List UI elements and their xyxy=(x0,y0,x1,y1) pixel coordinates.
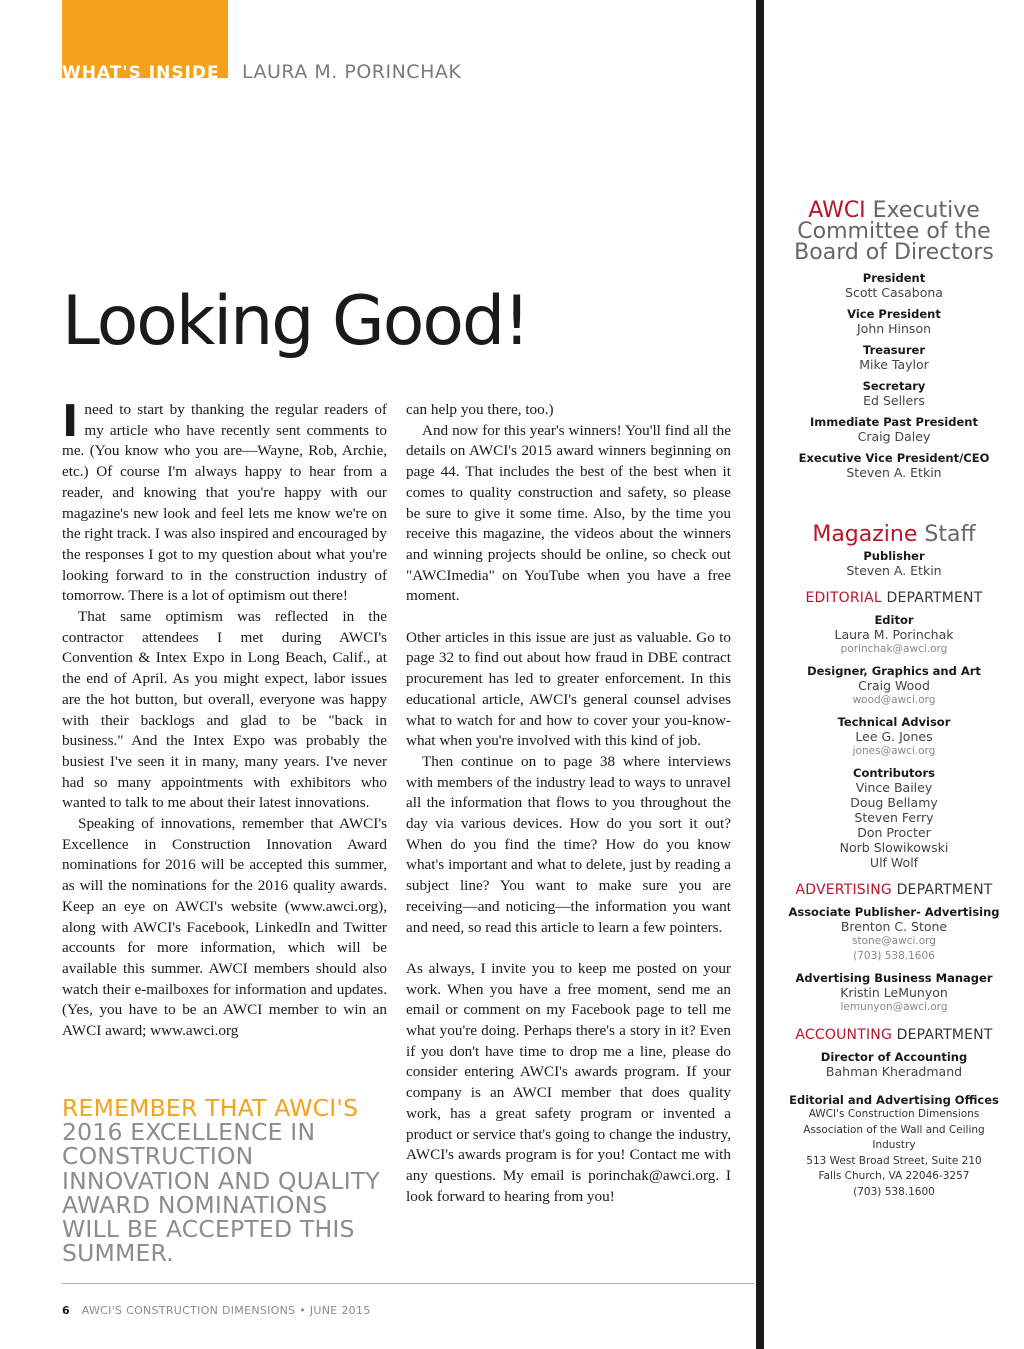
article-paragraph: Ineed to start by thanking the regular readers of my article who have recently sent comments to me. (You know who you are—Wayne, Rob, Archie, etc.) Of course I'm always happy to hear from a reader, and knowing that you're happy with our magazine's new look and feel lets me know we're on the right track. I was also inspired and encouraged by the responses I got to my question about what you're looking forward to in the construction industry of tomorrow. There is a lot of optimism out there! xyxy=(62,396,387,605)
associate-publisher-phone: (703) 538.1606 xyxy=(853,950,935,962)
technical-advisor-name: Lee G. Jones xyxy=(855,729,933,744)
article-paragraph: That same optimism was reflected in the contractor attendees I met during AWCI's Convention & Intex Expo in Long Beach, Calif., at the end of April. As you might expect, labor issues are the hot button, but overall, everyone was happy with their backlogs and glad to be "back in business." And the Intex Expo was probably the busiest I've seen it in many, many years. I've never had so many appointments with exhibitors who wanted to talk to me about their latest innovations. xyxy=(62,608,387,812)
contributor-name: Ulf Wolf xyxy=(869,855,919,870)
exec-name: Ed Sellers xyxy=(863,393,925,408)
article-paragraph: And now for this year's winners! You'll find all the details on AWCI's 2015 award winners beginning on page 44. That includes the best of the best when it comes to quality construction and safety, so please be sure to give it some time. Also, by the time you receive this magazine, the videos about the winners and winning projects should be online, so check out "AWCImedia" on YouTube when you have a free moment. xyxy=(406,421,731,605)
offices-heading: Editorial and Advertising Offices xyxy=(789,1093,999,1107)
designer-role: Designer, Graphics and Art xyxy=(807,664,981,678)
contributors-role: Contributors xyxy=(853,766,935,780)
publisher-name: Steven A. Etkin xyxy=(846,563,942,578)
office-address-line: AWCI's Construction Dimensions xyxy=(808,1108,980,1120)
masthead-sidebar xyxy=(786,200,1002,1200)
page-footer xyxy=(62,1304,371,1317)
associate-publisher-name: Brenton C. Stone xyxy=(840,919,948,934)
contributor-name: Norb Slowikowski xyxy=(839,840,949,855)
exec-role: Treasurer xyxy=(863,343,925,357)
contributor-name: Doug Bellamy xyxy=(850,795,938,810)
associate-publisher-role: Associate Publisher- Advertising xyxy=(788,905,1000,919)
designer-name: Craig Wood xyxy=(858,678,930,693)
contributor-name: Vince Bailey xyxy=(855,780,933,795)
magazine-staff-heading: Magazine Staff xyxy=(812,522,976,547)
exec-role: President xyxy=(862,271,926,285)
article-paragraph: Speaking of innovations, remember that AWCI's Excellence in Construction Innovation Award nominations for 2016 will be accepted this summer, as will the nominations for the 2016 quality awards. Keep an eye on AWCI's website (www.awci.org), along with AWCI's Facebook, LinkedIn and Twitter accounts for more information, which will be available this summer. AWCI members should also watch their e-mailboxes for information and updates. (Yes, you have to be an AWCI member to win an AWCI award; www.awci.org xyxy=(62,815,387,1040)
designer-email: wood@awci.org xyxy=(852,694,936,706)
article-paragraph: Then continue on to page 38 where interviews with members of the industry lead to ways to unravel all the information that flows to you throughout the day via various devices. How do you sort it out? When do you find the time? How do you know what's important and what to delete, just by reading a subject line? You want to make sure you are receiving—and noticing—the information you want and need, so read this article to learn a few pointers. xyxy=(406,752,731,936)
exec-role: Secretary xyxy=(862,379,926,393)
exec-list xyxy=(786,271,1002,480)
exec-committee-heading: AWCI Executive Committee of the Board of Directors xyxy=(794,198,994,265)
article-column-1 xyxy=(62,396,387,1042)
ad-business-manager-email: lemunyon@awci.org xyxy=(840,1001,948,1013)
editor-email: porinchak@awci.org xyxy=(840,643,948,655)
author-name: LAURA M. PORINCHAK xyxy=(242,61,462,83)
associate-publisher-email: stone@awci.org xyxy=(852,935,936,947)
technical-advisor-role: Technical Advisor xyxy=(837,715,951,729)
footer-publication: AWCI'S CONSTRUCTION DIMENSIONS • JUNE 2015 xyxy=(81,1304,371,1317)
exec-name: Steven A. Etkin xyxy=(846,465,942,480)
exec-name: Craig Daley xyxy=(857,429,931,444)
article-column-2 xyxy=(406,400,731,1207)
drop-cap: I xyxy=(62,396,79,447)
accounting-department-heading: ACCOUNTING DEPARTMENT xyxy=(795,1027,993,1043)
contributor-name: Steven Ferry xyxy=(854,810,934,825)
editor-role: Editor xyxy=(874,613,914,627)
exec-role: Executive Vice President/CEO xyxy=(798,451,990,465)
office-address-line: Falls Church, VA 22046-3257 xyxy=(818,1170,970,1182)
contributor-name: Don Procter xyxy=(857,825,931,840)
page-header xyxy=(62,61,461,83)
section-label: WHAT'S INSIDE xyxy=(62,63,220,83)
exec-name: Scott Casabona xyxy=(845,285,943,300)
exec-name: John Hinson xyxy=(856,321,932,336)
ad-business-manager-name: Kristin LeMunyon xyxy=(840,985,948,1000)
director-accounting-role: Director of Accounting xyxy=(820,1050,968,1064)
editor-name: Laura M. Porinchak xyxy=(834,627,954,642)
exec-name: Mike Taylor xyxy=(859,357,929,372)
page-number: 6 xyxy=(62,1304,70,1317)
article-paragraph: As always, I invite you to keep me posted on your work. When you have a free moment, send me an email or comment on my Facebook page to tell me what you're doing. Perhaps there's a story in it? Even if you don't have time to drop me a line, please do consider entering AWCI's awards program. If your company is an AWCI member that does quality work, has a great safety program or invented a product or service that's going to change the industry, AWCI's awards program is for you! Contact me with any questions. My email is porinchak@awci.org. I look forward to hearing from you! xyxy=(406,959,731,1205)
advertising-department-heading: ADVERTISING DEPARTMENT xyxy=(795,882,993,898)
article-title: Looking Good! xyxy=(62,282,529,361)
office-phone: (703) 538.1600 xyxy=(853,1185,935,1198)
ad-business-manager-role: Advertising Business Manager xyxy=(795,971,993,985)
office-address-line: 513 West Broad Street, Suite 210 xyxy=(806,1154,982,1167)
director-accounting-name: Bahman Kheradmand xyxy=(825,1064,963,1079)
pull-quote: REMEMBER THAT AWCI'S 2016 EXCELLENCE IN CONSTRUCTION INNOVATION AND QUALITY AWARD NOMINATIONS WILL BE ACCEPTED THIS SUMMER. xyxy=(62,1094,380,1268)
vertical-divider xyxy=(756,0,764,1349)
office-address-line: Association of the Wall and Ceiling Industry xyxy=(803,1123,985,1151)
publisher-role: Publisher xyxy=(863,549,925,563)
footer-divider xyxy=(62,1283,754,1284)
article-paragraph: Other articles in this issue are just as valuable. Go to page 32 to find out about how fraud in DBE contract procurement has led to greater enforcement. In this educational article, AWCI's general counsel advises what to watch for and how to cover your you-know-what when you're involved with this kind of job. xyxy=(406,628,731,750)
technical-advisor-email: jones@awci.org xyxy=(852,745,936,757)
editorial-department-heading: EDITORIAL DEPARTMENT xyxy=(805,590,983,606)
exec-role: Vice President xyxy=(847,307,941,321)
exec-role: Immediate Past President xyxy=(810,415,978,429)
article-paragraph: can help you there, too.) xyxy=(406,401,554,418)
